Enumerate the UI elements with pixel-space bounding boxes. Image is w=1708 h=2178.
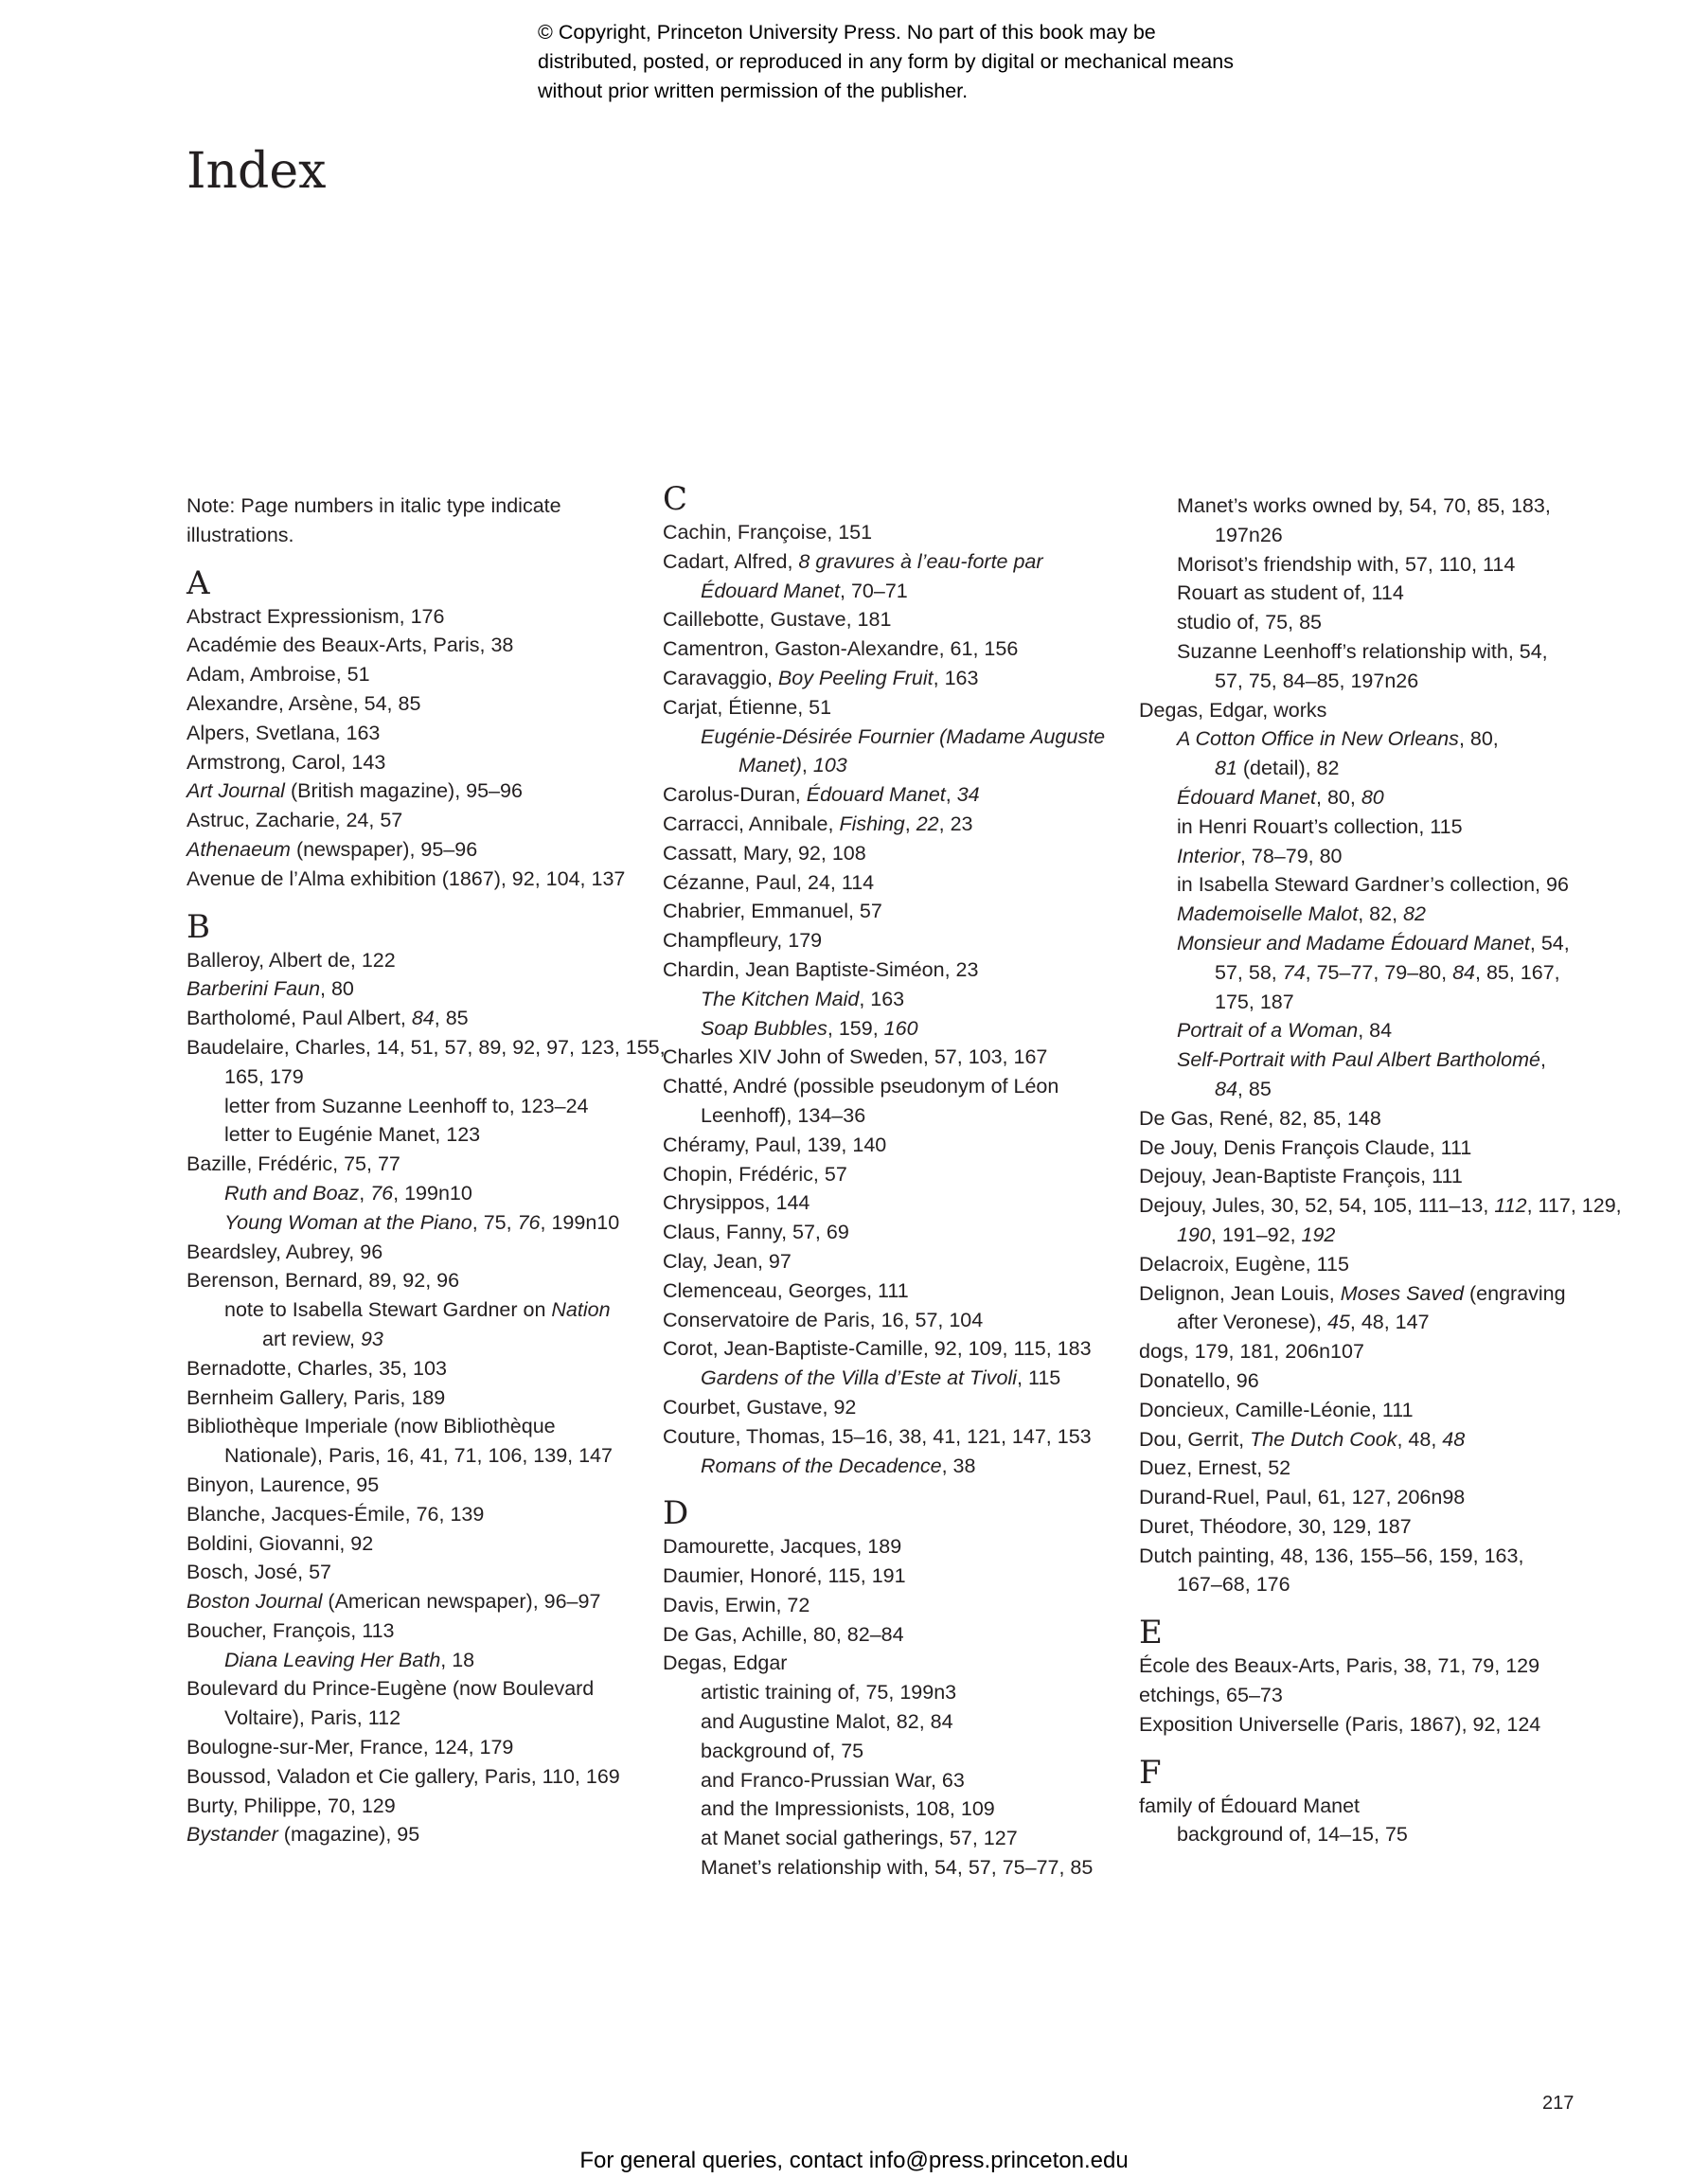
index-entry: Athenaeum (newspaper), 95–96 <box>187 837 478 861</box>
index-entry: Adam, Ambroise, 51 <box>187 663 370 687</box>
index-letter-heading: B <box>187 907 210 946</box>
index-subentry: at Manet social gatherings, 57, 127 <box>701 1827 1018 1850</box>
index-entry: Camentron, Gaston-Alexandre, 61, 156 <box>663 637 1019 661</box>
index-subentry: A Cotton Office in New Orleans, 80, 81 (detail), 82 <box>1177 727 1499 780</box>
index-subentry: background of, 75 <box>701 1739 864 1762</box>
index-entry: Carracci, Annibale, Fishing, 22, 23 <box>663 812 973 835</box>
index-subentry: and Franco-Prussian War, 63 <box>701 1768 965 1792</box>
index-letter-heading: C <box>663 480 688 518</box>
index-subentry: and Augustine Malot, 82, 84 <box>701 1710 953 1734</box>
index-entry: Cézanne, Paul, 24, 114 <box>663 870 875 894</box>
index-subentry: The Kitchen Maid, 163 <box>701 987 905 1010</box>
index-subentry: in Henri Rouart’s collection, 115 <box>1177 814 1463 838</box>
index-entry: Chatté, André (possible pseudonym of Léon Leenhoff), 134–36 <box>663 1075 1059 1127</box>
index-entry: Cadart, Alfred, 8 gravures à l’eau-forte par Édouard Manet, 70–71 <box>663 549 1043 602</box>
index-entry: Beardsley, Aubrey, 96 <box>187 1240 383 1263</box>
index-entry: Blanche, Jacques-Émile, 76, 139 <box>187 1502 485 1526</box>
index-subentry: Gardens of the Villa d’Este at Tivoli, 115 <box>701 1366 1061 1390</box>
index-entry: Courbet, Gustave, 92 <box>663 1395 857 1419</box>
index-subentry: studio of, 75, 85 <box>1177 611 1322 634</box>
index-subentry: Interior, 78–79, 80 <box>1177 844 1343 867</box>
index-note: Note: Page numbers in italic type indicate illustrations. <box>187 494 561 546</box>
index-subentry: Self-Portrait with Paul Albert Bartholomé, 84, 85 <box>1177 1048 1546 1100</box>
index-entry: Dutch painting, 48, 136, 155–56, 159, 163, 167–68, 176 <box>1139 1544 1524 1597</box>
index-subentry: note to Isabella Stewart Gardner on Nation art review, 93 <box>224 1298 611 1350</box>
footer-contact: For general queries, contact info@press.princeton.edu <box>579 2148 1129 2173</box>
index-entry: Caravaggio, Boy Peeling Fruit, 163 <box>663 666 979 689</box>
index-entry: Binyon, Laurence, 95 <box>187 1473 380 1496</box>
page-number: 217 <box>1542 2093 1575 2114</box>
index-entry: Académie des Beaux-Arts, Paris, 38 <box>187 634 514 657</box>
index-subentry: Monsieur and Madame Édouard Manet, 54, 57, 58, 74, 75–77, 79–80, 84, 85, 167, 175, 187 <box>1177 931 1570 1013</box>
index-entry: Baudelaire, Charles, 14, 51, 57, 89, 92, 97, 123, 155, 165, 179 <box>187 1035 666 1088</box>
index-entry: Boulogne-sur-Mer, France, 124, 179 <box>187 1736 514 1759</box>
index-entry: Boulevard du Prince-Eugène (now Boulevard Voltaire), Paris, 112 <box>187 1677 595 1730</box>
index-column-3 <box>1139 491 1622 1849</box>
index-entry: Bystander (magazine), 95 <box>187 1823 420 1847</box>
index-entry: École des Beaux-Arts, Paris, 38, 71, 79, 129 <box>1139 1654 1540 1678</box>
index-entry: De Gas, Achille, 80, 82–84 <box>663 1622 904 1646</box>
index-entry: Chéramy, Paul, 139, 140 <box>663 1133 887 1156</box>
index-entry: Boussod, Valadon et Cie gallery, Paris, 110, 169 <box>187 1764 620 1788</box>
index-entry: Art Journal (British magazine), 95–96 <box>187 779 523 803</box>
index-entry: Bernadotte, Charles, 35, 103 <box>187 1356 447 1380</box>
index-entry: Carjat, Étienne, 51 <box>663 695 832 719</box>
index-entry: Couture, Thomas, 15–16, 38, 41, 121, 147, 153 <box>663 1424 1092 1448</box>
index-entry: Durand-Ruel, Paul, 61, 127, 206n98 <box>1139 1486 1466 1509</box>
index-subentry: Romans of the Decadence, 38 <box>701 1454 976 1477</box>
index-entry: Armstrong, Carol, 143 <box>187 750 386 774</box>
index-entry: Duez, Ernest, 52 <box>1139 1456 1291 1480</box>
index-entry: Claus, Fanny, 57, 69 <box>663 1221 849 1244</box>
index-subentry: artistic training of, 75, 199n3 <box>701 1681 957 1705</box>
page-title: Index <box>187 143 327 200</box>
index-letter-heading: A <box>187 563 210 602</box>
index-subentry: letter from Suzanne Leenhoff to, 123–24 <box>224 1094 589 1117</box>
index-entry: Bosch, José, 57 <box>187 1561 331 1584</box>
index-subentry: Édouard Manet, 80, 80 <box>1177 785 1384 809</box>
index-entry: Bernheim Gallery, Paris, 189 <box>187 1385 446 1409</box>
index-entry: Cachin, Françoise, 151 <box>663 521 873 544</box>
index-entry: Caillebotte, Gustave, 181 <box>663 608 892 632</box>
index-entry: Alpers, Svetlana, 163 <box>187 721 381 744</box>
index-subentry: Soap Bubbles, 159, 160 <box>701 1016 918 1040</box>
index-entry: Delignon, Jean Louis, Moses Saved (engraving after Veronese), 45, 48, 147 <box>1139 1281 1566 1334</box>
index-column-1 <box>187 491 666 1849</box>
index-entry: Balleroy, Albert de, 122 <box>187 948 396 972</box>
index-letter-heading: E <box>1139 1614 1163 1652</box>
index-entry: Bibliothèque Imperiale (now Bibliothèque Nationale), Paris, 16, 41, 71, 106, 139, 147 <box>187 1415 613 1468</box>
index-entry: Burty, Philippe, 70, 129 <box>187 1794 396 1817</box>
index-entry: Berenson, Bernard, 89, 92, 96 <box>187 1269 460 1293</box>
index-entry: Conservatoire de Paris, 16, 57, 104 <box>663 1308 984 1331</box>
index-entry: Abstract Expressionism, 176 <box>187 604 445 628</box>
index-subentry: Morisot’s friendship with, 57, 110, 114 <box>1177 552 1516 576</box>
index-entry: Barberini Faun, 80 <box>187 977 354 1001</box>
index-subentry: Eugénie-Désirée Fournier (Madame Auguste Manet), 103 <box>701 724 1106 777</box>
index-entry: Clay, Jean, 97 <box>663 1249 792 1273</box>
index-entry: Bazille, Frédéric, 75, 77 <box>187 1152 400 1176</box>
index-subentry: Suzanne Leenhoff’s relationship with, 54, 57, 75, 84–85, 197n26 <box>1177 639 1548 692</box>
index-subentry: and the Impressionists, 108, 109 <box>701 1797 995 1821</box>
index-entry: Degas, Edgar <box>663 1651 788 1675</box>
index-entry: Alexandre, Arsène, 54, 85 <box>187 691 421 715</box>
index-entry: Astruc, Zacharie, 24, 57 <box>187 809 403 832</box>
index-entry: etchings, 65–73 <box>1139 1684 1283 1707</box>
index-entry: De Gas, René, 82, 85, 148 <box>1139 1106 1381 1130</box>
index-subentry: Mademoiselle Malot, 82, 82 <box>1177 902 1426 926</box>
index-entry: Daumier, Honoré, 115, 191 <box>663 1564 906 1588</box>
index-subentry: Rouart as student of, 114 <box>1177 581 1404 605</box>
index-entry: Duret, Théodore, 30, 129, 187 <box>1139 1514 1412 1538</box>
index-entry: Delacroix, Eugène, 115 <box>1139 1252 1349 1276</box>
index-subentry: Manet’s relationship with, 54, 57, 75–77, 85 <box>701 1856 1094 1880</box>
index-entry: family of Édouard Manet <box>1139 1794 1361 1817</box>
index-entry: Avenue de l’Alma exhibition (1867), 92, 104, 137 <box>187 866 626 890</box>
index-entry: Chrysippos, 144 <box>663 1191 810 1215</box>
index-entry: Davis, Erwin, 72 <box>663 1593 810 1616</box>
index-entry: Boldini, Giovanni, 92 <box>187 1531 374 1555</box>
index-entry: Charles XIV John of Sweden, 57, 103, 167 <box>663 1045 1048 1069</box>
index-entry: Doncieux, Camille-Léonie, 111 <box>1139 1398 1414 1421</box>
index-subentry: background of, 14–15, 75 <box>1177 1823 1408 1847</box>
index-entry: Degas, Edgar, works <box>1139 698 1327 722</box>
index-entry: Boston Journal (American newspaper), 96–97 <box>187 1590 601 1614</box>
index-entry: Bartholomé, Paul Albert, 84, 85 <box>187 1007 469 1030</box>
index-subentry: Ruth and Boaz, 76, 199n10 <box>224 1181 472 1205</box>
index-entry: Corot, Jean-Baptiste-Camille, 92, 109, 115, 183 <box>663 1337 1092 1361</box>
index-subentry: Portrait of a Woman, 84 <box>1177 1019 1393 1043</box>
index-entry: Chabrier, Emmanuel, 57 <box>663 900 882 923</box>
index-letter-heading: D <box>663 1494 689 1533</box>
index-entry: dogs, 179, 181, 206n107 <box>1139 1340 1364 1364</box>
index-entry: Dejouy, Jean-Baptiste François, 111 <box>1139 1165 1463 1188</box>
index-entry: Exposition Universelle (Paris, 1867), 92, 124 <box>1139 1712 1541 1736</box>
index-subentry: letter to Eugénie Manet, 123 <box>224 1123 481 1147</box>
index-subentry: Diana Leaving Her Bath, 18 <box>224 1648 475 1671</box>
index-entry: Carolus-Duran, Édouard Manet, 34 <box>663 783 980 807</box>
index-subentry: Young Woman at the Piano, 75, 76, 199n10 <box>224 1210 620 1234</box>
index-letter-heading: F <box>1139 1753 1162 1792</box>
index-column-2 <box>663 480 1117 1883</box>
index-entry: Damourette, Jacques, 189 <box>663 1535 902 1559</box>
index-entry: Clemenceau, Georges, 111 <box>663 1278 909 1302</box>
index-subentry: Manet’s works owned by, 54, 70, 85, 183, 197n26 <box>1177 494 1551 546</box>
index-entry: Chopin, Frédéric, 57 <box>663 1162 847 1186</box>
index-entry: Donatello, 96 <box>1139 1368 1259 1392</box>
index-entry: Champfleury, 179 <box>663 929 823 953</box>
index-entry: Dou, Gerrit, The Dutch Cook, 48, 48 <box>1139 1427 1466 1451</box>
copyright-notice: © Copyright, Princeton University Press. No part of this book may be distributed, posted, or reproduced in any form by digital or mechanical means without prior written permission of the publisher. <box>538 21 1234 102</box>
index-entry: Dejouy, Jules, 30, 52, 54, 105, 111–13, 112, 117, 129, 190, 191–92, 192 <box>1139 1194 1622 1246</box>
index-subentry: in Isabella Steward Gardner’s collection, 96 <box>1177 873 1569 897</box>
index-entry: Chardin, Jean Baptiste-Siméon, 23 <box>663 957 979 981</box>
index-entry: Cassatt, Mary, 92, 108 <box>663 841 866 865</box>
index-entry: De Jouy, Denis François Claude, 111 <box>1139 1135 1472 1159</box>
index-entry: Boucher, François, 113 <box>187 1618 395 1642</box>
